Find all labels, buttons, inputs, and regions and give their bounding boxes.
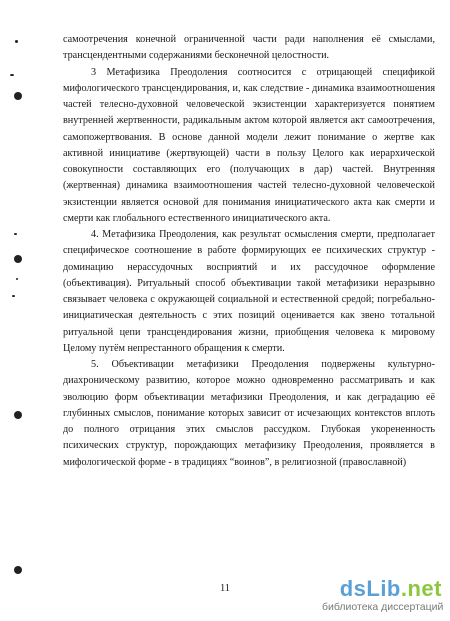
dslib-watermark bbox=[322, 577, 442, 617]
scan-speck bbox=[16, 278, 18, 280]
binding-hole-mark bbox=[14, 411, 22, 419]
paragraph-continuation: самоотречения конечной ограниченной части ради наполнения её смыслами, трансцендентными содержаниями бесконечной целостности. bbox=[63, 34, 435, 62]
binding-hole-mark bbox=[14, 566, 22, 574]
logo-main: dsLib bbox=[339, 576, 401, 601]
scan-speck bbox=[14, 233, 17, 235]
paragraph-5: 5. Объективации метафизики Преодоления подвержены культурно-диахроническому развитию, которое можно одновременно рассматривать и как эволюцию форм объективации метафизики Преодоления, и как деградацию её глубинных смыслов, понимание которых зависит от исчезающих контекстов вплоть до полного отрицания этих смыслов рассудком. Глубокая укорененность психических структур, порождающих метафизику Преодоления, проявляется в мифологической форме - в традициях “воинов”, в религиозной (православной) bbox=[63, 359, 435, 468]
dslib-logo bbox=[322, 577, 442, 601]
scan-speck bbox=[10, 74, 14, 76]
paragraph-4: 4. Метафизика Преодоления, как результат осмысления смерти, предполагает специфическое соотношение в работе формирующих ее психических структур - доминацию нерассудочных восприятий и их рассудочное оформление (объективация). Ритуальный способ объективации такой метафизики неразрывно связывает человека с окружающей социальной и естественной средой; погребально-инициатическая деятельность с этих позиций оценивается как звено тотальной ритуальной цепи трансцендирования жизни, приобщения человека к мировому Целому путём непрестанного обращения к смерти. bbox=[63, 229, 435, 354]
body-text bbox=[63, 32, 435, 471]
watermark-subtitle: библиотека диссертаций bbox=[322, 601, 444, 613]
scan-speck bbox=[12, 295, 15, 297]
page-number: 11 bbox=[219, 583, 231, 594]
binding-hole-mark bbox=[14, 92, 22, 100]
binding-hole-mark bbox=[14, 255, 22, 263]
paragraph-3: 3 Метафизика Преодоления соотносится с отрицающей спецификой мифологического трансцендирования, и, как следствие - динамика взаимоотношения частей телесно-духовной человеческой экзистенции характеризуется понятием внутренней жертвенности, радикальным актом которой является акт самоотречения, самопожертвования. В основе данной модели лежит понимание о жертве как активной инициативе (жертвующей) части в пользу Целого как иерархической совокупности составляющих его (получающих в дар) частей. Внутренняя (жертвенная) динамика взаимоотношения частей телесно-духовной человеческой экзистенции является основой для понимания инициатического акта как смерти и смерти как глобального естественного инициатического акта. bbox=[63, 66, 435, 224]
scan-speck bbox=[15, 40, 18, 43]
logo-suffix: .net bbox=[400, 576, 442, 601]
